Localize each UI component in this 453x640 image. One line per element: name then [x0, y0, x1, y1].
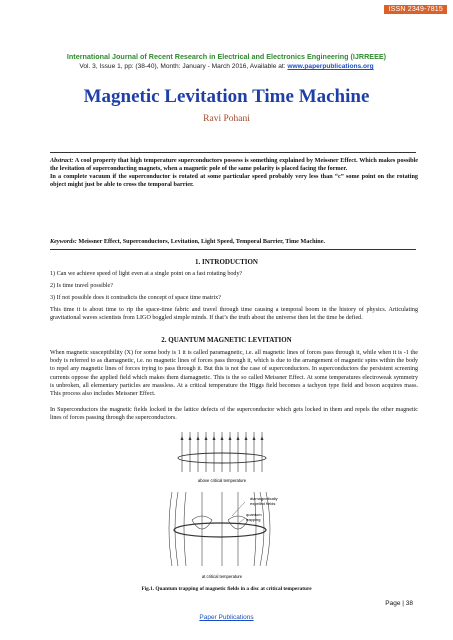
abstract-text-1: A cool property that high temperature superconductors possess is something explained by Meissner Effect. Which makes possible the levitation of superconducting magnets, when a magnetic pole of the same polarity is placed facing the former. — [50, 157, 418, 173]
journal-header — [0, 52, 453, 70]
label-trapping-line-1: quantum — [246, 512, 262, 517]
section-2-heading: 2. QUANTUM MAGNETIC LEVITATION — [161, 336, 292, 344]
question-2: 2) Is time travel possible? — [50, 283, 113, 289]
label-expelled-line-2: expelled fields — [250, 501, 276, 506]
issn-badge: ISSN 2349-7815 — [384, 5, 447, 14]
abstract-label: Abstract: — [50, 157, 74, 164]
levitation-paragraph-2: In Superconductors the magnetic fields locked in the lattice defects of the superconductor which gets locked in them and repels the other magnetic lines of forces passing through the superconductors. — [50, 407, 418, 422]
section-1-heading: 1. INTRODUCTION — [194, 258, 258, 266]
paper-title: Magnetic Levitation Time Machine — [83, 86, 370, 107]
figure-caption: Fig.1. Quantum trapping of magnetic fields in a disc at critical temperature — [141, 586, 312, 592]
question-1: 1) Can we achieve speed of light even at a single point on a fast rotating body? — [50, 271, 243, 277]
disc-at-critical — [174, 523, 266, 537]
levitation-paragraph-1: When magnetic susceptibility (X) for some body is 1 it is called paramagnetic, i.e. all magnetic lines of forces pass through it, while when it is -1 the body is referred to as diamagnetic, i.e. no magnetic lines of forces pass through it, which is due to the arrangement of magnetic spins within the body to repel any magnetic lines of forces trying to pass through it. But this is not the case of superconductors. In superconductors the persistent screening currents oppose the applied field which makes them diamagnetic. This is the so called Meissner Effect. At some temperatures electroweak symmetry is unbroken, all elementary particles are massless. At a critical temperature the Higgs field becomes a tachyon type field and boson acquires mass. This process also includes Meissner Effect. — [50, 350, 418, 398]
paper-author: Ravi Pohani — [203, 114, 250, 124]
label-expelled-line-1: diamagnetically — [250, 496, 278, 501]
keywords-line — [50, 238, 420, 245]
journal-title: International Journal of Recent Research in Electrical and Electronics Engineering (IJRREEE) — [66, 52, 387, 61]
label-trapping-line-2: trapping — [246, 517, 261, 522]
label-above-critical: above critical temperature — [197, 478, 247, 483]
intro-paragraph: This time it is about time to rip the space-time fabric and travel through time causing a temporal boom in the history of physics. Articulating gravitational waves scientists from LIGO boggled simple minds. If that’s the truth about the universe then let the time be defied. — [50, 307, 418, 322]
volume-text: Vol. 3, Issue 1, pp: (38-40), Month: January - March 2016, Available at: — [79, 63, 286, 70]
abstract-block — [50, 157, 418, 189]
label-at-critical: at critical temperature — [201, 574, 243, 579]
keywords-label: Keywords: — [50, 238, 77, 245]
abstract-text-2: In a complete vacuum if the superconductor is rotated at some particular speed probably very less than “c” some point on the rotating object might just be able to cross the temporal barrier. — [50, 173, 418, 189]
journal-url-link[interactable]: www.paperpublications.org — [287, 63, 374, 70]
abstract-top-rule — [50, 152, 416, 153]
abstract-bottom-rule — [50, 249, 416, 250]
volume-line — [0, 63, 453, 70]
abstract-para-1 — [50, 157, 418, 173]
page-number: Page | 38 — [385, 600, 413, 607]
question-3: 3) If not possible does it contradicts the concept of space time matrix? — [50, 295, 221, 301]
pointer-expelled — [232, 502, 245, 516]
keywords-text: Meissner Effect, Superconductors, Levitation, Light Speed, Temporal Barrier, Time Machine. — [76, 238, 325, 245]
publisher-footer-link[interactable]: Paper Publications — [199, 614, 254, 621]
field-arrows-above — [181, 436, 264, 440]
quantum-trapping-figure — [162, 430, 294, 586]
pointer-trapping — [238, 518, 245, 524]
